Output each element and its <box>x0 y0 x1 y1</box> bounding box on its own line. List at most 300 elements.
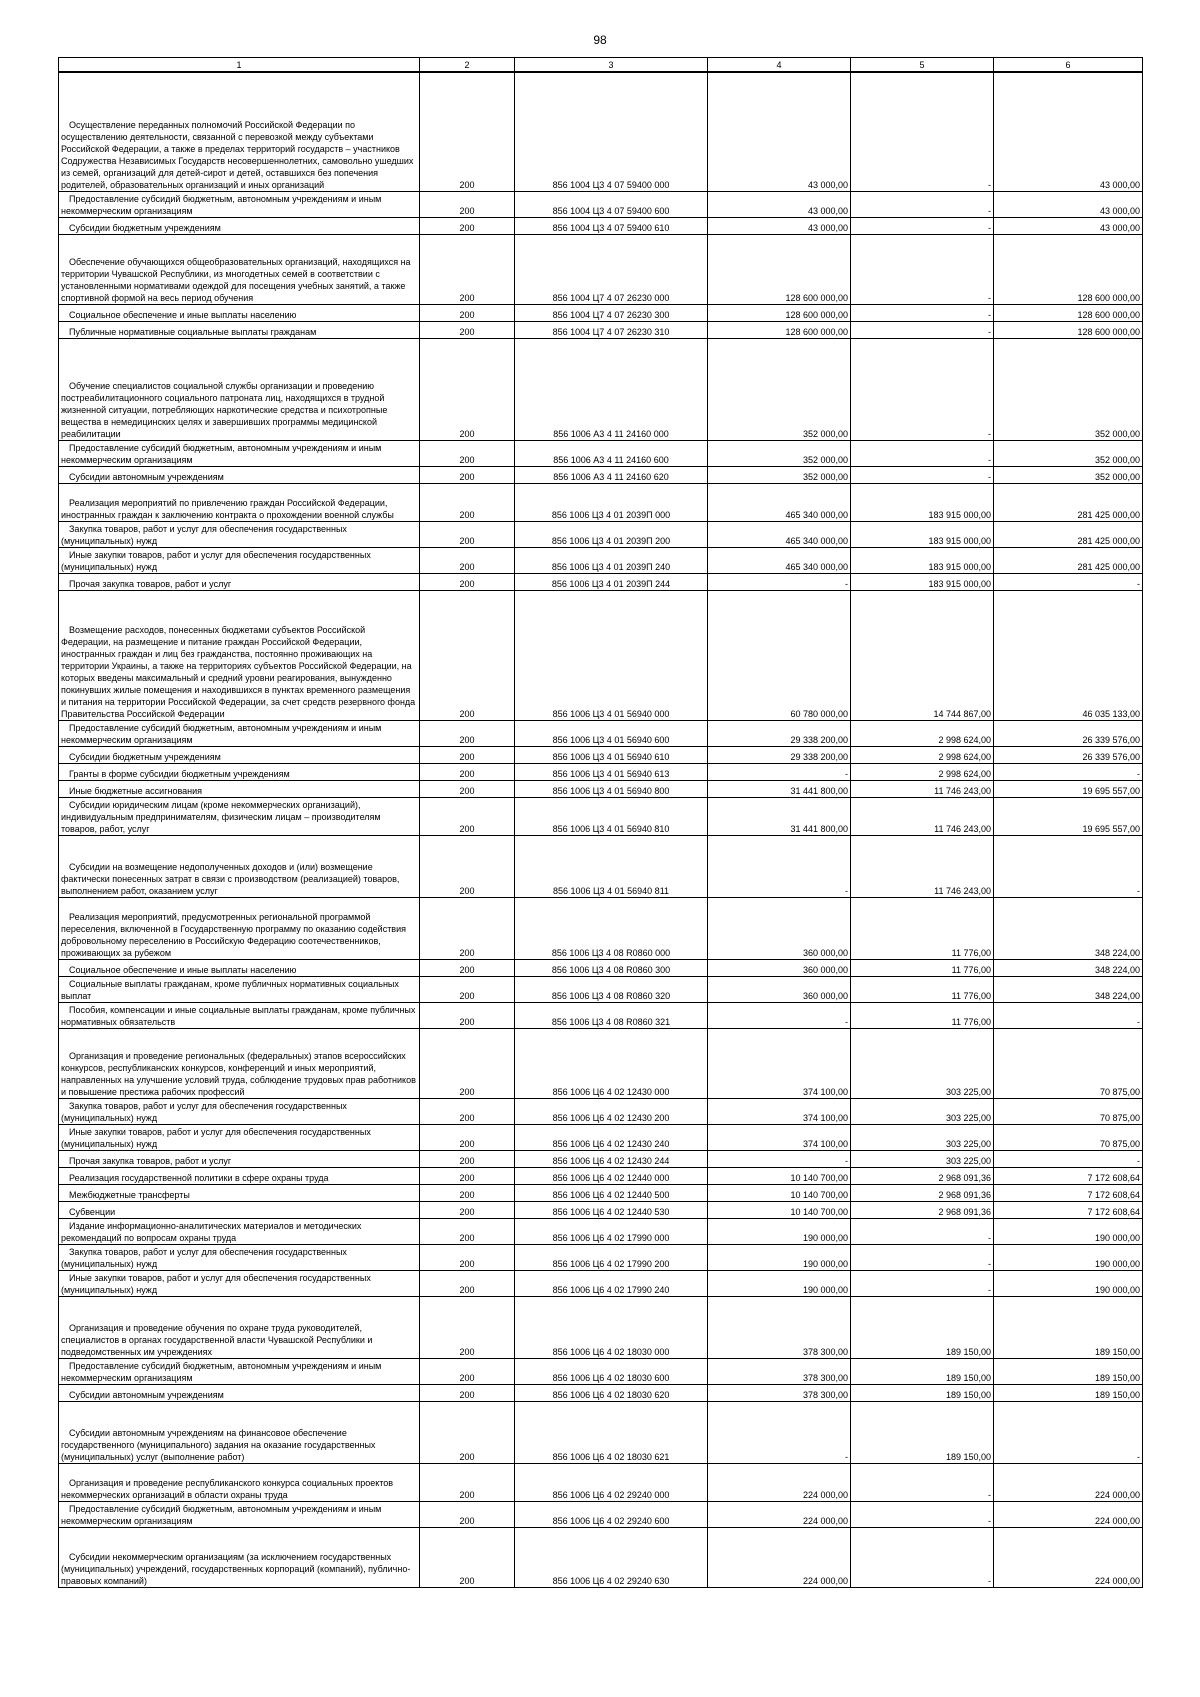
table-row <box>59 1501 1143 1527</box>
row-name <box>59 1002 420 1028</box>
row-kbk-code: 856 1006 А3 4 11 24160 620 <box>515 466 708 483</box>
row-amount-total: - <box>994 1150 1143 1167</box>
row-name-text: Предоставление субсидий бюджетным, автономным учреждениям и иным некоммерческим организациям <box>61 442 382 465</box>
table-row <box>59 338 1143 440</box>
row-kbk-code: 856 1006 А3 4 11 24160 000 <box>515 338 708 440</box>
row-name-text: Социальное обеспечение и иные выплаты населению <box>69 309 297 320</box>
row-amount-change: 189 150,00 <box>851 1384 994 1401</box>
row-amount-total: 281 425 000,00 <box>994 521 1143 547</box>
row-amount-change: 2 968 091,36 <box>851 1167 994 1184</box>
row-name <box>59 304 420 321</box>
row-kbk-code: 856 1006 Ц6 4 02 12440 530 <box>515 1201 708 1218</box>
row-amount: - <box>708 763 851 780</box>
row-code: 200 <box>420 72 515 191</box>
row-name <box>59 959 420 976</box>
column-header: 2 <box>420 58 515 73</box>
table-row <box>59 573 1143 590</box>
row-name <box>59 763 420 780</box>
row-name <box>59 746 420 763</box>
row-amount-change: 183 915 000,00 <box>851 547 994 573</box>
row-amount: - <box>708 573 851 590</box>
row-amount-change: - <box>851 304 994 321</box>
row-amount-change: 189 150,00 <box>851 1296 994 1358</box>
row-amount: 190 000,00 <box>708 1218 851 1244</box>
row-kbk-code: 856 1006 Ц6 4 02 18030 620 <box>515 1384 708 1401</box>
row-amount: 224 000,00 <box>708 1527 851 1587</box>
row-name <box>59 1218 420 1244</box>
table-row <box>59 72 1143 191</box>
row-kbk-code: 856 1006 Ц6 4 02 17990 000 <box>515 1218 708 1244</box>
row-code: 200 <box>420 1150 515 1167</box>
row-code: 200 <box>420 720 515 746</box>
row-amount-change: - <box>851 1501 994 1527</box>
row-amount-change: - <box>851 1270 994 1296</box>
row-code: 200 <box>420 440 515 466</box>
row-code: 200 <box>420 1028 515 1098</box>
row-amount: 378 300,00 <box>708 1384 851 1401</box>
row-name-text: Субсидии автономным учреждениям <box>69 1389 224 1400</box>
row-code: 200 <box>420 1184 515 1201</box>
row-amount-total: 224 000,00 <box>994 1463 1143 1501</box>
table-row <box>59 466 1143 483</box>
row-amount: - <box>708 1150 851 1167</box>
row-amount: 29 338 200,00 <box>708 720 851 746</box>
table-row <box>59 1218 1143 1244</box>
row-name <box>59 521 420 547</box>
table-row <box>59 1384 1143 1401</box>
row-amount: 10 140 700,00 <box>708 1167 851 1184</box>
row-name-text: Субсидии юридическим лицам (кроме некоммерческих организаций), индивидуальным предпринимателям, физическим лицам – производителям товаров, работ, услуг <box>61 799 381 834</box>
row-amount-total: 7 172 608,64 <box>994 1201 1143 1218</box>
row-name <box>59 440 420 466</box>
row-amount-total: 19 695 557,00 <box>994 780 1143 797</box>
column-header: 1 <box>59 58 420 73</box>
row-amount-change: - <box>851 1218 994 1244</box>
row-name-text: Субсидии бюджетным учреждениям <box>69 751 221 762</box>
row-name <box>59 780 420 797</box>
row-kbk-code: 856 1006 Ц6 4 02 29240 600 <box>515 1501 708 1527</box>
row-name <box>59 573 420 590</box>
row-amount-total: 352 000,00 <box>994 440 1143 466</box>
row-name-text: Межбюджетные трансферты <box>69 1189 190 1200</box>
row-amount: 128 600 000,00 <box>708 234 851 304</box>
row-amount: - <box>708 1401 851 1463</box>
row-name <box>59 1244 420 1270</box>
table-row <box>59 321 1143 338</box>
row-amount-change: 303 225,00 <box>851 1098 994 1124</box>
row-amount: 360 000,00 <box>708 959 851 976</box>
row-code: 200 <box>420 466 515 483</box>
row-amount-change: 183 915 000,00 <box>851 521 994 547</box>
row-amount-change: - <box>851 466 994 483</box>
row-code: 200 <box>420 1124 515 1150</box>
row-name <box>59 835 420 897</box>
row-code: 200 <box>420 1384 515 1401</box>
row-name-text: Субсидии некоммерческим организациям (за исключением государственных (муниципальных) учреждений, государственных корпораций (компаний), публично-правовых компаний) <box>61 1551 411 1586</box>
row-name-text: Субсидии бюджетным учреждениям <box>69 222 221 233</box>
row-kbk-code: 856 1006 Ц3 4 01 56940 000 <box>515 590 708 720</box>
row-kbk-code: 856 1006 Ц3 4 01 56940 810 <box>515 797 708 835</box>
row-amount-total: 7 172 608,64 <box>994 1167 1143 1184</box>
row-code: 200 <box>420 234 515 304</box>
table-row <box>59 1358 1143 1384</box>
row-amount-change: 303 225,00 <box>851 1124 994 1150</box>
row-kbk-code: 856 1006 Ц3 4 08 R0860 000 <box>515 897 708 959</box>
row-amount: 29 338 200,00 <box>708 746 851 763</box>
row-code: 200 <box>420 1201 515 1218</box>
row-amount-total: - <box>994 1401 1143 1463</box>
row-code: 200 <box>420 1098 515 1124</box>
row-name-text: Реализация мероприятий по привлечению граждан Российской Федерации, иностранных граждан к заключению контракта о прохождении военной службы <box>61 497 394 520</box>
row-amount-total: 352 000,00 <box>994 466 1143 483</box>
row-amount-change: 189 150,00 <box>851 1401 994 1463</box>
row-code: 200 <box>420 1358 515 1384</box>
row-name-text: Иные закупки товаров, работ и услуг для обеспечения государственных (муниципальных) нужд <box>61 549 371 572</box>
row-kbk-code: 856 1006 Ц6 4 02 12430 000 <box>515 1028 708 1098</box>
row-amount-total: - <box>994 1002 1143 1028</box>
row-name-text: Предоставление субсидий бюджетным, автономным учреждениям и иным некоммерческим организациям <box>61 722 382 745</box>
row-amount-total: 348 224,00 <box>994 897 1143 959</box>
row-amount-change: 2 998 624,00 <box>851 746 994 763</box>
row-amount-total: - <box>994 573 1143 590</box>
row-amount-total: 70 875,00 <box>994 1028 1143 1098</box>
row-code: 200 <box>420 959 515 976</box>
row-amount: 43 000,00 <box>708 217 851 234</box>
row-name-text: Социальные выплаты гражданам, кроме публичных нормативных социальных выплат <box>61 978 399 1001</box>
row-kbk-code: 856 1006 Ц6 4 02 12430 200 <box>515 1098 708 1124</box>
row-amount-change: - <box>851 440 994 466</box>
row-amount: 60 780 000,00 <box>708 590 851 720</box>
row-code: 200 <box>420 1218 515 1244</box>
row-amount-total: 189 150,00 <box>994 1296 1143 1358</box>
row-name-text: Предоставление субсидий бюджетным, автономным учреждениям и иным некоммерческим организациям <box>61 193 382 216</box>
row-amount-change: - <box>851 1463 994 1501</box>
row-amount: 224 000,00 <box>708 1463 851 1501</box>
row-code: 200 <box>420 835 515 897</box>
row-name-text: Гранты в форме субсидии бюджетным учреждениям <box>69 768 290 779</box>
table-row <box>59 835 1143 897</box>
row-kbk-code: 856 1006 Ц6 4 02 29240 000 <box>515 1463 708 1501</box>
row-amount-change: - <box>851 338 994 440</box>
row-kbk-code: 856 1006 Ц6 4 02 12430 240 <box>515 1124 708 1150</box>
row-amount-total: 43 000,00 <box>994 72 1143 191</box>
table-row <box>59 440 1143 466</box>
row-kbk-code: 856 1006 Ц3 4 01 2039П 244 <box>515 573 708 590</box>
row-amount: 374 100,00 <box>708 1124 851 1150</box>
row-code: 200 <box>420 573 515 590</box>
row-code: 200 <box>420 338 515 440</box>
row-name <box>59 1150 420 1167</box>
row-kbk-code: 856 1004 Ц3 4 07 59400 600 <box>515 191 708 217</box>
row-name <box>59 1463 420 1501</box>
table-row <box>59 1401 1143 1463</box>
row-name-text: Реализация мероприятий, предусмотренных региональной программой переселения, включенной в Государственную программу по оказанию содействия добровольному переселению в Российскую Федерацию соотечественников, проживающих за рубежом <box>61 911 406 958</box>
table-row <box>59 897 1143 959</box>
table-row <box>59 1098 1143 1124</box>
row-amount-total: 189 150,00 <box>994 1358 1143 1384</box>
row-kbk-code: 856 1006 Ц3 4 01 2039П 240 <box>515 547 708 573</box>
row-code: 200 <box>420 547 515 573</box>
row-amount-total: 70 875,00 <box>994 1098 1143 1124</box>
row-code: 200 <box>420 304 515 321</box>
row-name-text: Прочая закупка товаров, работ и услуг <box>69 578 232 589</box>
row-name <box>59 1384 420 1401</box>
row-amount-total: 43 000,00 <box>994 191 1143 217</box>
row-name-text: Субсидии автономным учреждениям на финансовое обеспечение государственного (муниципального) задания на оказание государственных (муниципальных) услуг (выполнение работ) <box>61 1427 376 1462</box>
row-amount: 352 000,00 <box>708 338 851 440</box>
row-amount-change: 303 225,00 <box>851 1150 994 1167</box>
row-kbk-code: 856 1004 Ц7 4 07 26230 300 <box>515 304 708 321</box>
table-row <box>59 959 1143 976</box>
row-name-text: Реализация государственной политики в сфере охраны труда <box>69 1172 329 1183</box>
table-row <box>59 304 1143 321</box>
row-name-text: Организация и проведение обучения по охране труда руководителей, специалистов в органах государственной власти Чувашской Республики и подведомственных им учреждениях <box>61 1322 373 1357</box>
row-code: 200 <box>420 976 515 1002</box>
table-row <box>59 483 1143 521</box>
row-amount: - <box>708 1002 851 1028</box>
row-amount: - <box>708 835 851 897</box>
row-amount: 128 600 000,00 <box>708 304 851 321</box>
row-name <box>59 1527 420 1587</box>
row-code: 200 <box>420 217 515 234</box>
table-row <box>59 1124 1143 1150</box>
row-kbk-code: 856 1006 Ц3 4 01 56940 610 <box>515 746 708 763</box>
row-code: 200 <box>420 1527 515 1587</box>
row-kbk-code: 856 1006 Ц3 4 01 2039П 200 <box>515 521 708 547</box>
row-code: 200 <box>420 1296 515 1358</box>
row-amount-change: 183 915 000,00 <box>851 483 994 521</box>
row-amount-change: 11 776,00 <box>851 959 994 976</box>
row-kbk-code: 856 1004 Ц7 4 07 26230 310 <box>515 321 708 338</box>
row-name-text: Социальное обеспечение и иные выплаты населению <box>69 964 297 975</box>
row-amount-total: 190 000,00 <box>994 1244 1143 1270</box>
row-name <box>59 1201 420 1218</box>
row-name-text: Организация и проведение региональных (федеральных) этапов всероссийских конкурсов, республиканских конкурсов, конференций и иных мероприятий, направленных на улучшение условий труда, соблюдение трудовых прав работников и повышение престижа рабочих профессий <box>61 1050 416 1097</box>
row-amount-change: 11 776,00 <box>851 976 994 1002</box>
row-amount-change: 11 776,00 <box>851 897 994 959</box>
table-row <box>59 780 1143 797</box>
row-kbk-code: 856 1006 Ц6 4 02 12440 500 <box>515 1184 708 1201</box>
row-name-text: Пособия, компенсации и иные социальные выплаты гражданам, кроме публичных нормативных обязательств <box>61 1004 416 1027</box>
row-code: 200 <box>420 1401 515 1463</box>
table-row <box>59 234 1143 304</box>
row-name-text: Субсидии автономным учреждениям <box>69 471 224 482</box>
row-amount-change: 2 968 091,36 <box>851 1184 994 1201</box>
table-row <box>59 547 1143 573</box>
row-amount: 352 000,00 <box>708 440 851 466</box>
table-row <box>59 763 1143 780</box>
row-kbk-code: 856 1006 Ц6 4 02 12430 244 <box>515 1150 708 1167</box>
row-amount-total: 352 000,00 <box>994 338 1143 440</box>
row-name-text: Субсидии на возмещение недополученных доходов и (или) возмещение фактически понесенных затрат в связи с производством (реализацией) товаров, выполнением работ, оказанием услуг <box>61 861 400 896</box>
row-amount-change: 183 915 000,00 <box>851 573 994 590</box>
row-name-text: Закупка товаров, работ и услуг для обеспечения государственных (муниципальных) нужд <box>61 1246 347 1269</box>
row-amount: 378 300,00 <box>708 1296 851 1358</box>
row-amount: 10 140 700,00 <box>708 1184 851 1201</box>
row-amount-change: 2 968 091,36 <box>851 1201 994 1218</box>
row-amount-total: 189 150,00 <box>994 1384 1143 1401</box>
row-kbk-code: 856 1006 Ц6 4 02 18030 621 <box>515 1401 708 1463</box>
row-name-text: Публичные нормативные социальные выплаты гражданам <box>69 326 317 337</box>
row-name <box>59 483 420 521</box>
table-row <box>59 976 1143 1002</box>
row-amount-change: 2 998 624,00 <box>851 763 994 780</box>
row-amount-change: - <box>851 1527 994 1587</box>
table-row <box>59 797 1143 835</box>
row-amount-total: 43 000,00 <box>994 217 1143 234</box>
row-name <box>59 321 420 338</box>
column-header: 4 <box>708 58 851 73</box>
row-name-text: Иные бюджетные ассигнования <box>69 785 203 796</box>
row-name <box>59 1167 420 1184</box>
row-amount-change: - <box>851 217 994 234</box>
row-kbk-code: 856 1006 Ц3 4 08 R0860 320 <box>515 976 708 1002</box>
table-row <box>59 1184 1143 1201</box>
table-row <box>59 1150 1143 1167</box>
table-row <box>59 1463 1143 1501</box>
row-amount-total: 224 000,00 <box>994 1501 1143 1527</box>
row-name <box>59 1401 420 1463</box>
table-row <box>59 1527 1143 1587</box>
row-name <box>59 1124 420 1150</box>
row-name <box>59 1358 420 1384</box>
row-amount: 190 000,00 <box>708 1270 851 1296</box>
row-name <box>59 1028 420 1098</box>
column-header: 5 <box>851 58 994 73</box>
row-code: 200 <box>420 1463 515 1501</box>
row-amount-change: - <box>851 234 994 304</box>
row-amount: 360 000,00 <box>708 976 851 1002</box>
row-kbk-code: 856 1004 Ц7 4 07 26230 000 <box>515 234 708 304</box>
row-name-text: Издание информационно-аналитических материалов и методических рекомендаций по вопросам охраны труда <box>61 1220 362 1243</box>
row-amount-total: 224 000,00 <box>994 1527 1143 1587</box>
row-name-text: Закупка товаров, работ и услуг для обеспечения государственных (муниципальных) нужд <box>61 1100 347 1123</box>
row-kbk-code: 856 1004 Ц3 4 07 59400 610 <box>515 217 708 234</box>
row-amount-total: 348 224,00 <box>994 976 1143 1002</box>
row-name <box>59 976 420 1002</box>
table-row <box>59 1244 1143 1270</box>
row-amount-change: 2 998 624,00 <box>851 720 994 746</box>
table-row <box>59 521 1143 547</box>
row-name-text: Предоставление субсидий бюджетным, автономным учреждениям и иным некоммерческим организациям <box>61 1360 382 1383</box>
row-name-text: Предоставление субсидий бюджетным, автономным учреждениям и иным некоммерческим организациям <box>61 1503 382 1526</box>
row-amount: 43 000,00 <box>708 72 851 191</box>
row-name <box>59 191 420 217</box>
row-amount: 10 140 700,00 <box>708 1201 851 1218</box>
row-name-text: Обучение специалистов социальной службы организации и проведению постреабилитационного социального патроната лиц, находящихся в трудной жизненной ситуации, потребляющих наркотические средства и психотропные вещества в немедицинских целях и завершивших программы медицинской реабилитации <box>61 380 388 439</box>
row-kbk-code: 856 1006 Ц6 4 02 17990 240 <box>515 1270 708 1296</box>
row-kbk-code: 856 1006 Ц3 4 08 R0860 321 <box>515 1002 708 1028</box>
row-kbk-code: 856 1006 Ц3 4 08 R0860 300 <box>515 959 708 976</box>
row-amount-total: 46 035 133,00 <box>994 590 1143 720</box>
row-amount: 374 100,00 <box>708 1098 851 1124</box>
row-name <box>59 797 420 835</box>
row-amount-total: 70 875,00 <box>994 1124 1143 1150</box>
table-row <box>59 1028 1143 1098</box>
row-name-text: Иные закупки товаров, работ и услуг для обеспечения государственных (муниципальных) нужд <box>61 1272 371 1295</box>
row-name <box>59 234 420 304</box>
row-amount-total: 128 600 000,00 <box>994 321 1143 338</box>
row-name <box>59 590 420 720</box>
row-code: 200 <box>420 191 515 217</box>
table-row <box>59 746 1143 763</box>
row-amount-change: - <box>851 321 994 338</box>
budget-table <box>58 57 1143 1588</box>
row-name <box>59 217 420 234</box>
row-kbk-code: 856 1006 Ц6 4 02 18030 000 <box>515 1296 708 1358</box>
row-name-text: Организация и проведение республиканского конкурса социальных проектов некоммерческих организаций в области охраны труда <box>61 1477 394 1500</box>
row-kbk-code: 856 1006 А3 4 11 24160 600 <box>515 440 708 466</box>
row-name <box>59 1501 420 1527</box>
row-amount: 465 340 000,00 <box>708 483 851 521</box>
table-row <box>59 217 1143 234</box>
row-kbk-code: 856 1006 Ц6 4 02 29240 630 <box>515 1527 708 1587</box>
row-amount-total: 348 224,00 <box>994 959 1143 976</box>
row-code: 200 <box>420 763 515 780</box>
table-row <box>59 191 1143 217</box>
row-name-text: Обеспечение обучающихся общеобразовательных организаций, находящихся на территории Чувашской Республики, из многодетных семей в соответствии с установленными нормативами одеждой для посещения учебных занятий, а также спортивной формой на весь период обучения <box>61 256 411 303</box>
row-amount-total: 19 695 557,00 <box>994 797 1143 835</box>
row-amount: 190 000,00 <box>708 1244 851 1270</box>
row-kbk-code: 856 1006 Ц6 4 02 18030 600 <box>515 1358 708 1384</box>
row-amount-change: 11 776,00 <box>851 1002 994 1028</box>
row-code: 200 <box>420 1002 515 1028</box>
row-amount-total: 281 425 000,00 <box>994 547 1143 573</box>
row-name <box>59 1184 420 1201</box>
row-code: 200 <box>420 521 515 547</box>
row-code: 200 <box>420 1270 515 1296</box>
column-header: 3 <box>515 58 708 73</box>
column-header: 6 <box>994 58 1143 73</box>
row-amount-total: 281 425 000,00 <box>994 483 1143 521</box>
row-name <box>59 897 420 959</box>
table-row <box>59 1167 1143 1184</box>
row-kbk-code: 856 1006 Ц6 4 02 17990 200 <box>515 1244 708 1270</box>
row-code: 200 <box>420 1501 515 1527</box>
row-kbk-code: 856 1006 Ц3 4 01 56940 613 <box>515 763 708 780</box>
row-name-text: Иные закупки товаров, работ и услуг для обеспечения государственных (муниципальных) нужд <box>61 1126 371 1149</box>
row-kbk-code: 856 1006 Ц3 4 01 2039П 000 <box>515 483 708 521</box>
row-name <box>59 1296 420 1358</box>
row-amount-change: - <box>851 72 994 191</box>
row-amount-change: - <box>851 1244 994 1270</box>
row-amount: 128 600 000,00 <box>708 321 851 338</box>
row-name <box>59 466 420 483</box>
row-name <box>59 720 420 746</box>
table-row <box>59 590 1143 720</box>
table-row <box>59 720 1143 746</box>
row-code: 200 <box>420 1167 515 1184</box>
row-amount-total: 26 339 576,00 <box>994 720 1143 746</box>
row-amount-total: 190 000,00 <box>994 1270 1143 1296</box>
row-amount: 352 000,00 <box>708 466 851 483</box>
row-name <box>59 547 420 573</box>
row-amount: 31 441 800,00 <box>708 797 851 835</box>
row-amount: 374 100,00 <box>708 1028 851 1098</box>
row-code: 200 <box>420 780 515 797</box>
table-row <box>59 1201 1143 1218</box>
row-amount: 224 000,00 <box>708 1501 851 1527</box>
row-name-text: Осуществление переданных полномочий Российской Федерации по осуществлению деятельности, связанной с перевозкой между субъектами Российской Федерации, а также в пределах территорий государств – участников Содружества Независимых Государств несовершеннолетних, самовольно ушедших из семей, организаций для детей-сирот и детей, оставшихся без попечения родителей, образовательных организаций и иных организаций <box>61 119 414 190</box>
row-amount-total: 128 600 000,00 <box>994 304 1143 321</box>
row-kbk-code: 856 1006 Ц3 4 01 56940 811 <box>515 835 708 897</box>
row-amount-total: - <box>994 763 1143 780</box>
row-name <box>59 72 420 191</box>
row-code: 200 <box>420 483 515 521</box>
row-name-text: Субвенции <box>69 1206 116 1217</box>
row-code: 200 <box>420 897 515 959</box>
row-amount-total: 7 172 608,64 <box>994 1184 1143 1201</box>
